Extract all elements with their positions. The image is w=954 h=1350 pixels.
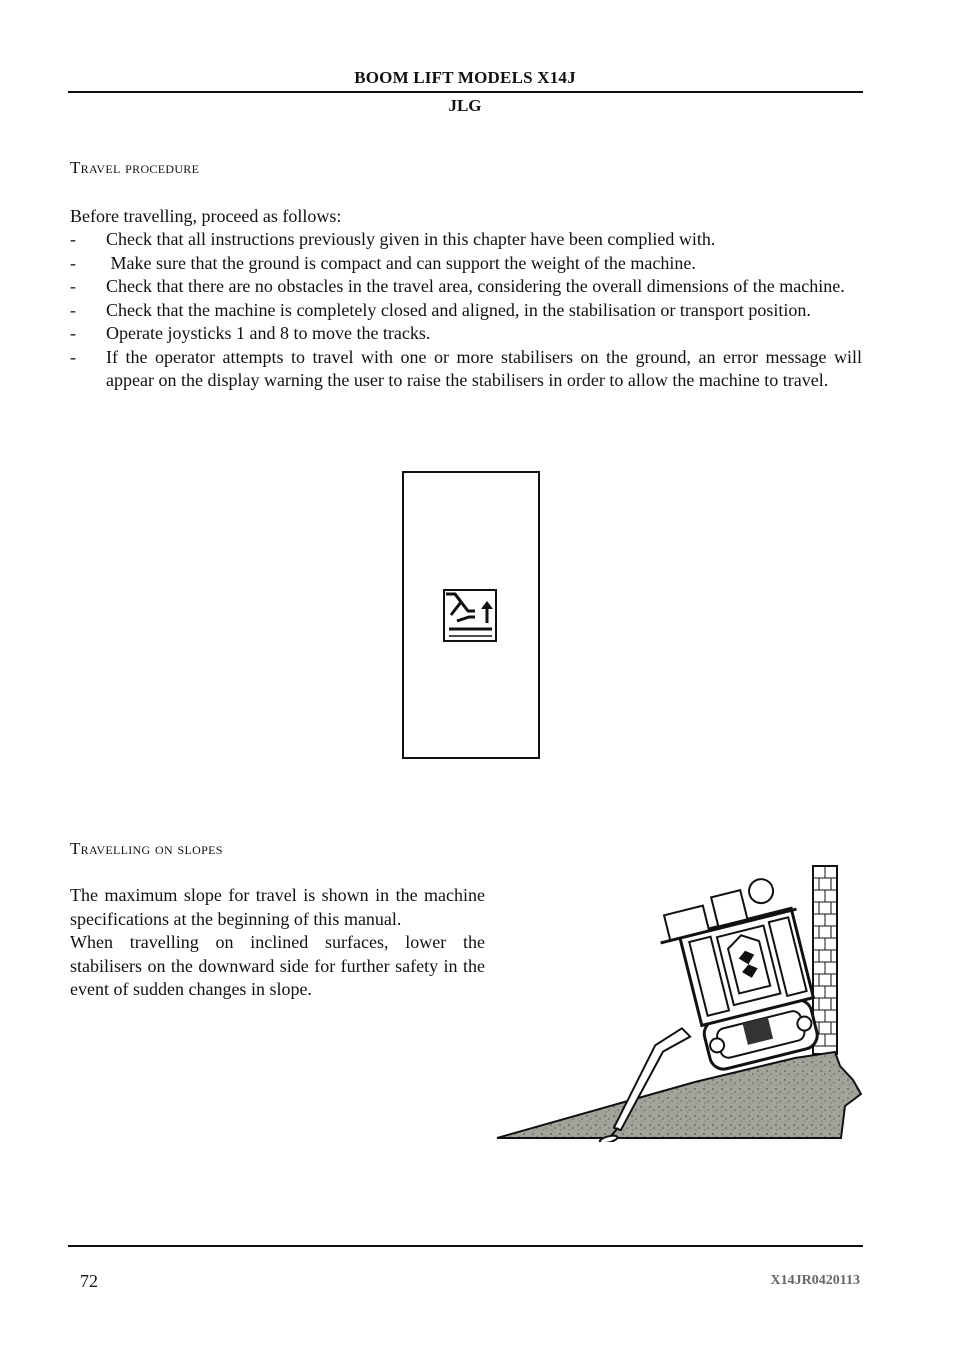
bullet-dash: - <box>70 252 76 273</box>
header-divider <box>68 91 863 93</box>
footer-divider <box>68 1245 863 1247</box>
slope-text <box>70 884 485 1002</box>
list-item-text: If the operator attempts to travel with one or more stabilisers on the ground, an error message will appear on the display warning the user to raise the stabilisers in order to allow the machine to travel. <box>106 346 862 390</box>
document-code: X14JR0420113 <box>770 1273 860 1288</box>
list-item-text: Operate joysticks 1 and 8 to move the tracks. <box>106 323 431 343</box>
bullet-dash: - <box>70 299 76 320</box>
list-item-text: Check that there are no obstacles in the travel area, considering the overall dimensions of the machine. <box>106 276 845 296</box>
list-item <box>70 228 862 252</box>
slope-paragraph-2: When travelling on inclined surfaces, lower the stabilisers on the downward side for further safety in the event of sudden changes in slope. <box>70 932 485 999</box>
header-title: BOOM LIFT MODELS X14J <box>354 68 576 87</box>
list-item-text: Make sure that the ground is compact and can support the weight of the machine. <box>106 252 696 273</box>
machine-on-slope-illustration <box>495 862 863 1142</box>
bullet-dash: - <box>70 346 76 367</box>
list-item-text: Check that all instructions previously given in this chapter have been complied with. <box>106 229 716 249</box>
bullet-dash: - <box>70 323 76 343</box>
list-item <box>70 252 862 276</box>
list-item <box>70 346 862 393</box>
section-heading-travelling-on-slopes: Travelling on slopes <box>70 839 223 858</box>
travel-intro: Before travelling, proceed as follows: <box>70 206 342 226</box>
list-item <box>70 275 862 299</box>
bullet-dash: - <box>70 229 76 249</box>
travel-checklist <box>70 228 862 393</box>
list-item <box>70 322 862 346</box>
sloped-ground <box>497 1052 861 1138</box>
raise-stabiliser-icon <box>443 589 497 642</box>
list-item-text: Check that the machine is completely closed and aligned, in the stabilisation or transport position. <box>106 299 811 320</box>
page-number: 72 <box>80 1271 98 1291</box>
section-heading-travel-procedure: Travel procedure <box>70 158 200 177</box>
list-item <box>70 299 862 323</box>
bullet-dash: - <box>70 276 76 296</box>
header-brand: JLG <box>448 96 482 115</box>
slope-paragraph-1: The maximum slope for travel is shown in the machine specifications at the beginning of this manual. <box>70 885 485 929</box>
